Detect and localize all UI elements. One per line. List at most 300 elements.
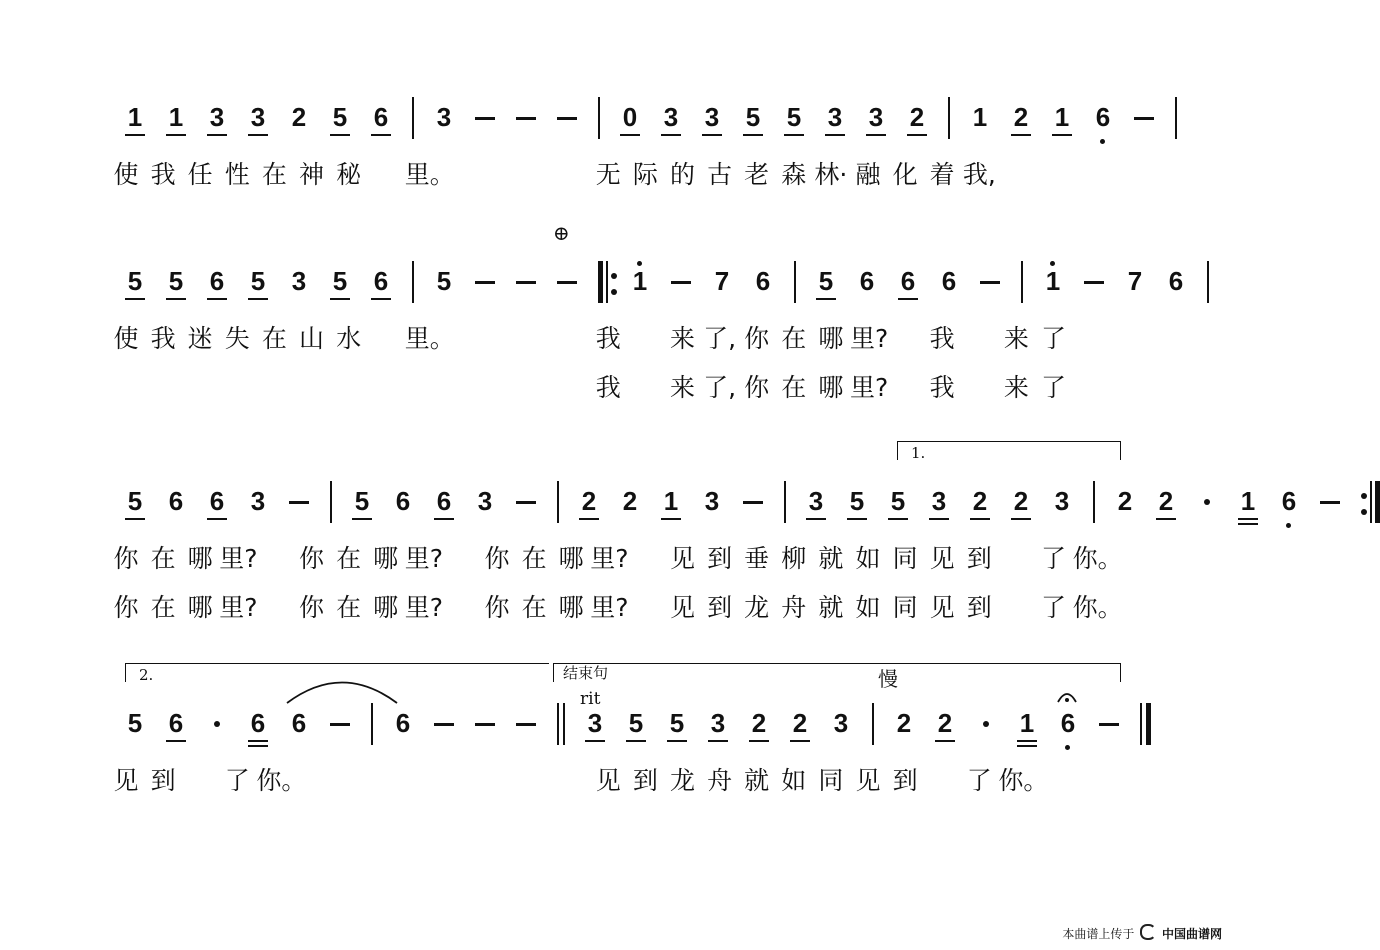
sustain-dash: [1084, 281, 1104, 284]
lyric-char: 我: [150, 160, 176, 189]
lyric-char: 就: [818, 593, 844, 622]
lyric-char: 哪: [558, 544, 584, 573]
lyric-char: 见: [669, 544, 695, 573]
sustain-dash: [980, 281, 1000, 284]
sustain-dash: [475, 723, 495, 726]
lyric-char: 你: [484, 544, 510, 573]
eighth-underline: [661, 134, 681, 136]
note: 1: [127, 102, 143, 132]
lyric-char: 使: [113, 160, 139, 189]
lyric-char: 我: [595, 324, 621, 353]
note: 1: [1019, 708, 1035, 738]
note: 6: [1168, 266, 1184, 296]
coda-sign: ⊕: [553, 221, 570, 245]
lyric-char: 际: [632, 160, 658, 189]
eighth-underline: [970, 518, 990, 520]
low-octave-dot: [1286, 523, 1291, 528]
lyric-char: 古: [707, 160, 733, 189]
eighth-underline: [898, 298, 918, 300]
lyric-char: 里。: [404, 324, 455, 353]
eighth-underline: [743, 134, 763, 136]
sustain-dash: [434, 723, 454, 726]
lyric-char: 在: [781, 373, 807, 402]
barline: [794, 261, 796, 303]
eighth-underline: [585, 740, 605, 742]
eighth-underline: [371, 134, 391, 136]
repeat-end-barline: [1375, 481, 1380, 523]
repeat-dot: [1361, 493, 1367, 499]
note: 6: [209, 486, 225, 516]
lyric-char: 舟: [707, 766, 733, 795]
eighth-underline: [330, 134, 350, 136]
lyric-char: 在: [336, 544, 362, 573]
eighth-underline: [207, 518, 227, 520]
lyric-char: 见: [669, 593, 695, 622]
eighth-underline: [1011, 518, 1031, 520]
eighth-underline: [784, 134, 804, 136]
low-octave-dot: [1065, 745, 1070, 750]
fermata: [1056, 689, 1078, 701]
repeat-start-barline: [598, 261, 603, 303]
barline: [1093, 481, 1095, 523]
slur: [285, 676, 400, 706]
sustain-dash: [1099, 723, 1119, 726]
note: 5: [669, 708, 685, 738]
note: 5: [786, 102, 802, 132]
eighth-underline: [907, 134, 927, 136]
eighth-underline: [125, 134, 145, 136]
lyric-char: 化: [892, 160, 918, 189]
note: 6: [168, 708, 184, 738]
coda-label: 结束句: [563, 664, 609, 682]
eighth-underline: [790, 740, 810, 742]
lyric-char: 垂: [744, 544, 770, 573]
first-ending-bracket: [897, 441, 1121, 460]
sustain-dash: [743, 501, 763, 504]
sustain-dash: [475, 117, 495, 120]
eighth-underline: [620, 134, 640, 136]
note: 2: [581, 486, 597, 516]
barline: [784, 481, 786, 523]
note: 3: [477, 486, 493, 516]
barline: [1021, 261, 1023, 303]
lyric-char: 了: [1040, 544, 1066, 573]
lyric-char: 了: [966, 766, 992, 795]
lyric-char: 到: [707, 544, 733, 573]
lyric-char: 就: [818, 544, 844, 573]
lyric-char: 在: [336, 593, 362, 622]
note: 2: [751, 708, 767, 738]
note: 6: [900, 266, 916, 296]
note: 5: [818, 266, 834, 296]
lyric-char: 的: [669, 160, 695, 189]
lyric-char: 同: [818, 766, 844, 795]
note: 1: [632, 266, 648, 296]
lyric-char: 在: [521, 593, 547, 622]
sustain-dash: [557, 281, 577, 284]
lyric-char: 你。: [998, 766, 1049, 795]
note: 6: [1095, 102, 1111, 132]
note: 3: [663, 102, 679, 132]
note: 5: [628, 708, 644, 738]
note: 6: [373, 102, 389, 132]
sustain-dash: [516, 501, 536, 504]
note: 6: [941, 266, 957, 296]
note: 6: [436, 486, 452, 516]
eighth-underline: [661, 518, 681, 520]
lyric-char: 哪: [187, 593, 213, 622]
lyric-char: 你: [484, 593, 510, 622]
lyric-char: 你: [113, 593, 139, 622]
sixteenth-underline: [248, 745, 268, 747]
ritardando-mark: rit: [580, 689, 601, 709]
note: 5: [849, 486, 865, 516]
lyric-char: 里?: [404, 544, 444, 573]
lyric-char: 无: [595, 160, 621, 189]
lyric-char: 你: [113, 544, 139, 573]
repeat-dot: [611, 289, 617, 295]
lyric-char: 在: [150, 593, 176, 622]
lyric-char: 哪: [818, 373, 844, 402]
note: 6: [291, 708, 307, 738]
lyric-char: 见: [929, 544, 955, 573]
sustain-dash: [516, 281, 536, 284]
lyric-char: 了: [1040, 373, 1066, 402]
lyric-char: 就: [744, 766, 770, 795]
note: 5: [745, 102, 761, 132]
note: 3: [291, 266, 307, 296]
lyric-char: 里。: [404, 160, 455, 189]
eighth-underline: [248, 134, 268, 136]
note: 3: [1054, 486, 1070, 516]
lyric-char: 如: [855, 593, 881, 622]
note: 6: [250, 708, 266, 738]
sixteenth-underline: [1238, 523, 1258, 525]
repeat-dot: [1361, 509, 1367, 515]
lyric-char: 秘: [336, 160, 362, 189]
high-octave-dot: [637, 261, 642, 266]
sustain-dash: [557, 117, 577, 120]
eighth-underline: [1017, 740, 1037, 742]
footer-site-name: 中国曲谱网: [1161, 927, 1222, 941]
lyric-char: 见: [929, 593, 955, 622]
lyric-char: 到: [892, 766, 918, 795]
barline: [1175, 97, 1177, 139]
lyric-char: 里?: [404, 593, 444, 622]
lyric-char: 到: [966, 544, 992, 573]
eighth-underline: [667, 740, 687, 742]
footer-credit: [1062, 924, 1222, 942]
note: 6: [373, 266, 389, 296]
lyric-char: 水: [336, 324, 362, 353]
lyric-char: 哪: [373, 544, 399, 573]
eighth-underline: [248, 298, 268, 300]
sustain-dash: [289, 501, 309, 504]
note: 1: [972, 102, 988, 132]
lyric-char: 里?: [219, 593, 258, 622]
lyric-char: 着: [929, 160, 955, 189]
lyric-char: 我: [150, 324, 176, 353]
note: 2: [1013, 486, 1029, 516]
eighth-underline: [702, 134, 722, 136]
note: 2: [909, 102, 925, 132]
sustain-dash: [516, 117, 536, 120]
low-octave-dot: [1100, 139, 1105, 144]
note: 2: [1158, 486, 1174, 516]
lyric-char: 了: [224, 766, 250, 795]
eighth-underline: [434, 518, 454, 520]
lyric-char: 你: [744, 324, 770, 353]
lyric-char: 里?: [219, 544, 258, 573]
augmentation-dot: [1204, 499, 1210, 505]
note: 5: [127, 266, 143, 296]
note: 2: [1013, 102, 1029, 132]
double-barline: [563, 703, 565, 745]
eighth-underline: [1052, 134, 1072, 136]
lyric-char: 了,: [703, 373, 737, 402]
note: 3: [833, 708, 849, 738]
lyric-char: 来: [1003, 373, 1029, 402]
eighth-underline: [866, 134, 886, 136]
note: 3: [250, 486, 266, 516]
eighth-underline: [166, 134, 186, 136]
eighth-underline: [207, 134, 227, 136]
eighth-underline: [1011, 134, 1031, 136]
lyric-char: 你: [298, 593, 324, 622]
note: 6: [755, 266, 771, 296]
lyric-char: 融: [855, 160, 881, 189]
eighth-underline: [749, 740, 769, 742]
lyric-char: 到: [966, 593, 992, 622]
eighth-underline: [1156, 518, 1176, 520]
lyric-char: 里?: [850, 373, 889, 402]
lyric-char: 到: [632, 766, 658, 795]
note: 1: [1054, 102, 1070, 132]
lyric-char: 里?: [850, 324, 889, 353]
note: 7: [714, 266, 730, 296]
lyric-char: 到: [150, 766, 176, 795]
first-ending-label: 1.: [911, 444, 926, 462]
lyric-char: 森: [781, 160, 807, 189]
lyric-char: 林·: [814, 160, 848, 189]
eighth-underline: [207, 298, 227, 300]
eighth-underline: [125, 298, 145, 300]
lyric-char: 了: [1040, 593, 1066, 622]
lyric-char: 了,: [703, 324, 737, 353]
final-barline: [1146, 703, 1151, 745]
note: 3: [704, 486, 720, 516]
lyric-char: 山: [298, 324, 324, 353]
lyric-char: 在: [261, 324, 287, 353]
lyric-char: 了: [1040, 324, 1066, 353]
lyric-char: 见: [113, 766, 139, 795]
barline: [872, 703, 874, 745]
barline: [330, 481, 332, 523]
sustain-dash: [330, 723, 350, 726]
lyric-char: 到: [707, 593, 733, 622]
sixteenth-underline: [1017, 745, 1037, 747]
note: 6: [859, 266, 875, 296]
barline: [1207, 261, 1209, 303]
sustain-dash: [671, 281, 691, 284]
note: 3: [587, 708, 603, 738]
lyric-char: 在: [521, 544, 547, 573]
eighth-underline: [166, 740, 186, 742]
note: 2: [291, 102, 307, 132]
lyric-char: 哪: [373, 593, 399, 622]
lyric-char: 任: [187, 160, 213, 189]
note: 5: [127, 708, 143, 738]
lyric-char: 龙: [669, 766, 695, 795]
note: 1: [663, 486, 679, 516]
eighth-underline: [626, 740, 646, 742]
lyric-char: 我: [929, 373, 955, 402]
note: 2: [622, 486, 638, 516]
barline: [557, 481, 559, 523]
note: 5: [250, 266, 266, 296]
eighth-underline: [166, 298, 186, 300]
note: 5: [168, 266, 184, 296]
repeat-start-barline: [606, 261, 608, 303]
lyric-char: 老: [744, 160, 770, 189]
note: 2: [1117, 486, 1133, 516]
eighth-underline: [248, 740, 268, 742]
lyric-char: 龙: [744, 593, 770, 622]
sustain-dash: [1134, 117, 1154, 120]
note: 1: [1045, 266, 1061, 296]
eighth-underline: [579, 518, 599, 520]
eighth-underline: [371, 298, 391, 300]
lyric-char: 你: [298, 544, 324, 573]
augmentation-dot: [983, 721, 989, 727]
sustain-dash: [1320, 501, 1340, 504]
high-octave-dot: [1050, 261, 1055, 266]
repeat-end-barline: [1370, 481, 1372, 523]
barline: [412, 261, 414, 303]
eighth-underline: [125, 518, 145, 520]
lyric-char: 来: [1003, 324, 1029, 353]
lyric-char: 如: [855, 544, 881, 573]
lyric-char: 你。: [1072, 593, 1123, 622]
lyric-char: 我: [595, 373, 621, 402]
sustain-dash: [475, 281, 495, 284]
note: 5: [332, 266, 348, 296]
eighth-underline: [816, 298, 836, 300]
second-ending-label: 2.: [139, 666, 154, 684]
note: 0: [622, 102, 638, 132]
note: 5: [890, 486, 906, 516]
lyric-char: 柳: [781, 544, 807, 573]
lyric-char: 见: [855, 766, 881, 795]
note: 5: [436, 266, 452, 296]
repeat-dot: [611, 273, 617, 279]
lyric-char: 来: [669, 324, 695, 353]
barline: [371, 703, 373, 745]
lyric-char: 同: [892, 593, 918, 622]
barline: [948, 97, 950, 139]
eighth-underline: [806, 518, 826, 520]
lyric-char: 来: [669, 373, 695, 402]
final-barline: [1140, 703, 1142, 745]
note: 1: [168, 102, 184, 132]
note: 1: [1240, 486, 1256, 516]
lyric-char: 舟: [781, 593, 807, 622]
lyric-char: 哪: [818, 324, 844, 353]
lyric-char: 性: [224, 160, 250, 189]
note: 3: [710, 708, 726, 738]
lyric-char: 同: [892, 544, 918, 573]
lyric-char: 迷: [187, 324, 213, 353]
lyric-char: 里?: [590, 593, 629, 622]
eighth-underline: [847, 518, 867, 520]
lyric-char: 我: [929, 324, 955, 353]
note: 5: [332, 102, 348, 132]
eighth-underline: [935, 740, 955, 742]
note: 6: [395, 708, 411, 738]
note: 6: [209, 266, 225, 296]
note: 3: [827, 102, 843, 132]
eighth-underline: [888, 518, 908, 520]
eighth-underline: [1238, 518, 1258, 520]
sustain-dash: [516, 723, 536, 726]
barline: [598, 97, 600, 139]
note: 3: [931, 486, 947, 516]
eighth-underline: [708, 740, 728, 742]
lyric-char: 神: [298, 160, 324, 189]
lyric-char: 在: [781, 324, 807, 353]
lyric-char: 你。: [256, 766, 307, 795]
site-logo-icon: [1140, 924, 1156, 940]
note: 5: [127, 486, 143, 516]
note: 6: [168, 486, 184, 516]
eighth-underline: [352, 518, 372, 520]
note: 3: [436, 102, 452, 132]
eighth-underline: [825, 134, 845, 136]
note: 6: [1060, 708, 1076, 738]
note: 2: [896, 708, 912, 738]
footer-prefix: 本曲谱上传于: [1062, 927, 1135, 941]
note: 7: [1127, 266, 1143, 296]
eighth-underline: [330, 298, 350, 300]
lyric-char: 失: [224, 324, 250, 353]
lyric-char: 里?: [590, 544, 629, 573]
note: 3: [808, 486, 824, 516]
lyric-char: 在: [150, 544, 176, 573]
note: 5: [354, 486, 370, 516]
lyric-char: 使: [113, 324, 139, 353]
barline: [412, 97, 414, 139]
lyric-char: 如: [781, 766, 807, 795]
lyric-char: 你: [744, 373, 770, 402]
lyric-char: 见: [595, 766, 621, 795]
note: 6: [1281, 486, 1297, 516]
note: 3: [868, 102, 884, 132]
tempo-mark: 慢: [878, 667, 898, 691]
lyric-char: 在: [261, 160, 287, 189]
lyric-char: 我,: [962, 160, 996, 189]
coda-bracket: [553, 663, 1121, 682]
note: 2: [792, 708, 808, 738]
double-barline: [557, 703, 559, 745]
eighth-underline: [929, 518, 949, 520]
note: 2: [937, 708, 953, 738]
augmentation-dot: [214, 721, 220, 727]
note: 6: [395, 486, 411, 516]
note: 3: [704, 102, 720, 132]
note: 3: [209, 102, 225, 132]
note: 3: [250, 102, 266, 132]
lyric-char: 哪: [558, 593, 584, 622]
